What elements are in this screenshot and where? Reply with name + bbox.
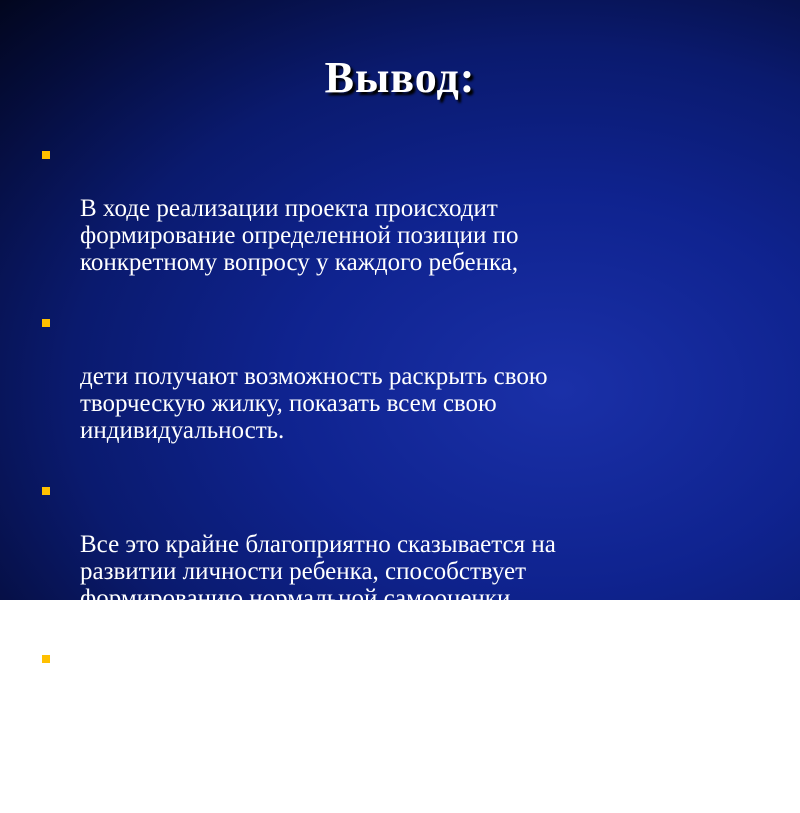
bullet-item: [38, 309, 768, 471]
square-bullet-icon: [42, 319, 50, 327]
slide-title: Вывод:: [324, 53, 476, 102]
bullet-item: [38, 477, 768, 639]
bullet-item: [38, 141, 768, 303]
bullet-text: дети получают возможность раскрыть свою творческую жилку, показать всем свою индивидуальность.: [80, 363, 548, 444]
square-bullet-icon: [42, 487, 50, 495]
square-bullet-icon: [42, 151, 50, 159]
square-bullet-icon: [42, 655, 50, 663]
bullet-text: В ходе реализации проекта происходит формирование определенной позиции по конкретному вопросу у каждого ребенка,: [80, 195, 519, 276]
bullet-text: Проще говоря, проекты идеально подготавливают дошкольников к их дальнейшему обучению в школе: [80, 699, 614, 780]
bullet-text: Все это крайне благоприятно сказывается на развитии личности ребенка, способствует формированию нормальной самооценки.: [80, 531, 556, 612]
bullet-list: [38, 141, 768, 813]
bullet-item: [38, 645, 768, 807]
